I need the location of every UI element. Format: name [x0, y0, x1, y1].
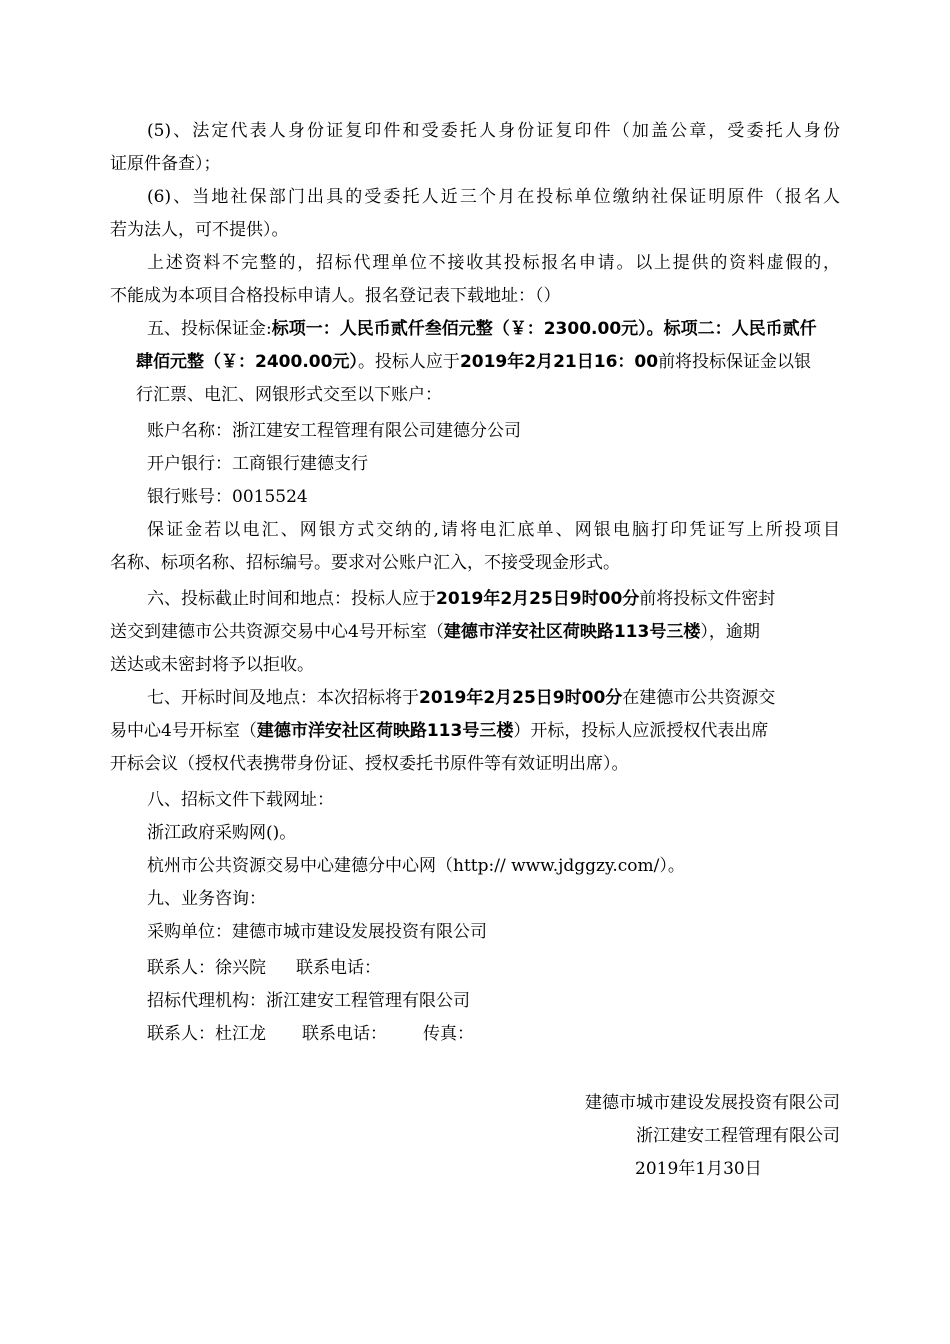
deposit-line-2 [136, 351, 811, 373]
deposit-deadline: 2019年2月21日16：00 [459, 352, 659, 372]
bank-name: 开户银行：工商银行建德支行 [147, 454, 368, 474]
deposit-text: 。投标人应于 [357, 352, 460, 372]
deposit-label: 五、投标保证金: [147, 319, 272, 339]
deadline-text: 六、投标截止时间和地点：投标人应于 [147, 589, 436, 609]
deadline-venue: 送交到建德市公共资源交易中心4号开标室（ [110, 622, 444, 642]
deadline-line-3: 送达或未密封将予以拒收。 [110, 655, 314, 675]
item-6-line-1: (6)、当地社保部门出具的受委托人近三个月在投标单位缴纳社保证明原件（报名人 [147, 187, 840, 207]
deposit-text-end: 前将投标保证金以银 [658, 352, 812, 372]
deadline-line-1 [147, 588, 775, 610]
item-5-line-1: (5)、法定代表人身份证复印件和受委托人身份证复印件（加盖公章，受委托人身份 [147, 121, 840, 141]
deadline-text-end: 前将投标文件密封 [639, 589, 776, 609]
buyer-contact-phone: 联系电话： [296, 958, 381, 978]
agency-fax: 传真： [423, 1024, 474, 1044]
deposit-line-1 [147, 318, 817, 340]
signature-org-1: 建德市城市建设发展投资有限公司 [585, 1093, 840, 1113]
deposit-amounts-2: 肆佰元整（￥：2400.00元） [136, 352, 358, 372]
buyer-contact-person: 联系人：徐兴院 [147, 958, 266, 978]
opening-time: 2019年2月25日9时00分 [419, 688, 623, 708]
opening-line-3: 开标会议（授权代表携带身份证、授权委托书原件等有效证明出席）。 [110, 754, 629, 774]
account-name: 账户名称：浙江建安工程管理有限公司建德分公司 [147, 421, 521, 441]
deposit-line-3: 行汇票、电汇、网银形式交至以下账户： [136, 385, 442, 405]
opening-text: 七、开标时间及地点：本次招标将于 [147, 688, 419, 708]
deadline-venue-end: ），逾期 [700, 622, 760, 642]
notice-line-2: 不能成为本项目合格投标申请人。报名登记表下载地址：（） [110, 286, 561, 306]
buyer-unit: 采购单位：建德市城市建设发展投资有限公司 [147, 922, 487, 942]
buyer-contact-line [147, 957, 381, 979]
opening-text-end: 在建德市公共资源交 [622, 688, 776, 708]
opening-line-2 [110, 720, 768, 742]
opening-address: 建德市洋安社区荷映路113号三楼 [256, 721, 514, 741]
signature-org-2: 浙江建安工程管理有限公司 [636, 1126, 840, 1146]
download-title: 八、招标文件下载网址： [147, 790, 334, 810]
opening-venue: 易中心4号开标室（ [110, 721, 257, 741]
agency-contact-person: 联系人：杜江龙 [147, 1024, 266, 1044]
download-site-1: 浙江政府采购网()。 [147, 823, 297, 843]
account-number: 银行账号：0015524 [147, 487, 308, 507]
item-6-line-2: 若为法人，可不提供）。 [110, 220, 289, 240]
deposit-note-2: 名称、标项名称、招标编号。要求对公账户汇入，不接受现金形式。 [110, 553, 620, 573]
agency-contact-line [147, 1023, 474, 1045]
opening-venue-end: ）开标，投标人应派授权代表出席 [513, 721, 769, 741]
agency-contact-phone: 联系电话： [302, 1024, 387, 1044]
agency-unit: 招标代理机构：浙江建安工程管理有限公司 [147, 991, 470, 1011]
deadline-address: 建德市洋安社区荷映路113号三楼 [443, 622, 701, 642]
item-5-line-2: 证原件备查）； [110, 154, 221, 174]
deadline-time: 2019年2月25日9时00分 [436, 589, 640, 609]
opening-line-1 [147, 687, 775, 709]
deposit-note-1: 保证金若以电汇、网银方式交纳的,请将电汇底单、网银电脑打印凭证写上所投项目 [147, 520, 840, 540]
deposit-amounts-1: 标项一：人民币贰仟叁佰元整（￥：2300.00元）。标项二：人民币贰仟 [271, 319, 817, 339]
deadline-line-2 [110, 621, 760, 643]
contact-title: 九、业务咨询： [147, 889, 266, 909]
download-site-2: 杭州市公共资源交易中心建德分中心网（http:// www.jdggzy.com/）。 [147, 856, 685, 876]
notice-line-1: 上述资料不完整的，招标代理单位不接收其投标报名申请。以上提供的资料虚假的， [147, 253, 840, 273]
signature-date: 2019年1月30日 [635, 1159, 762, 1179]
